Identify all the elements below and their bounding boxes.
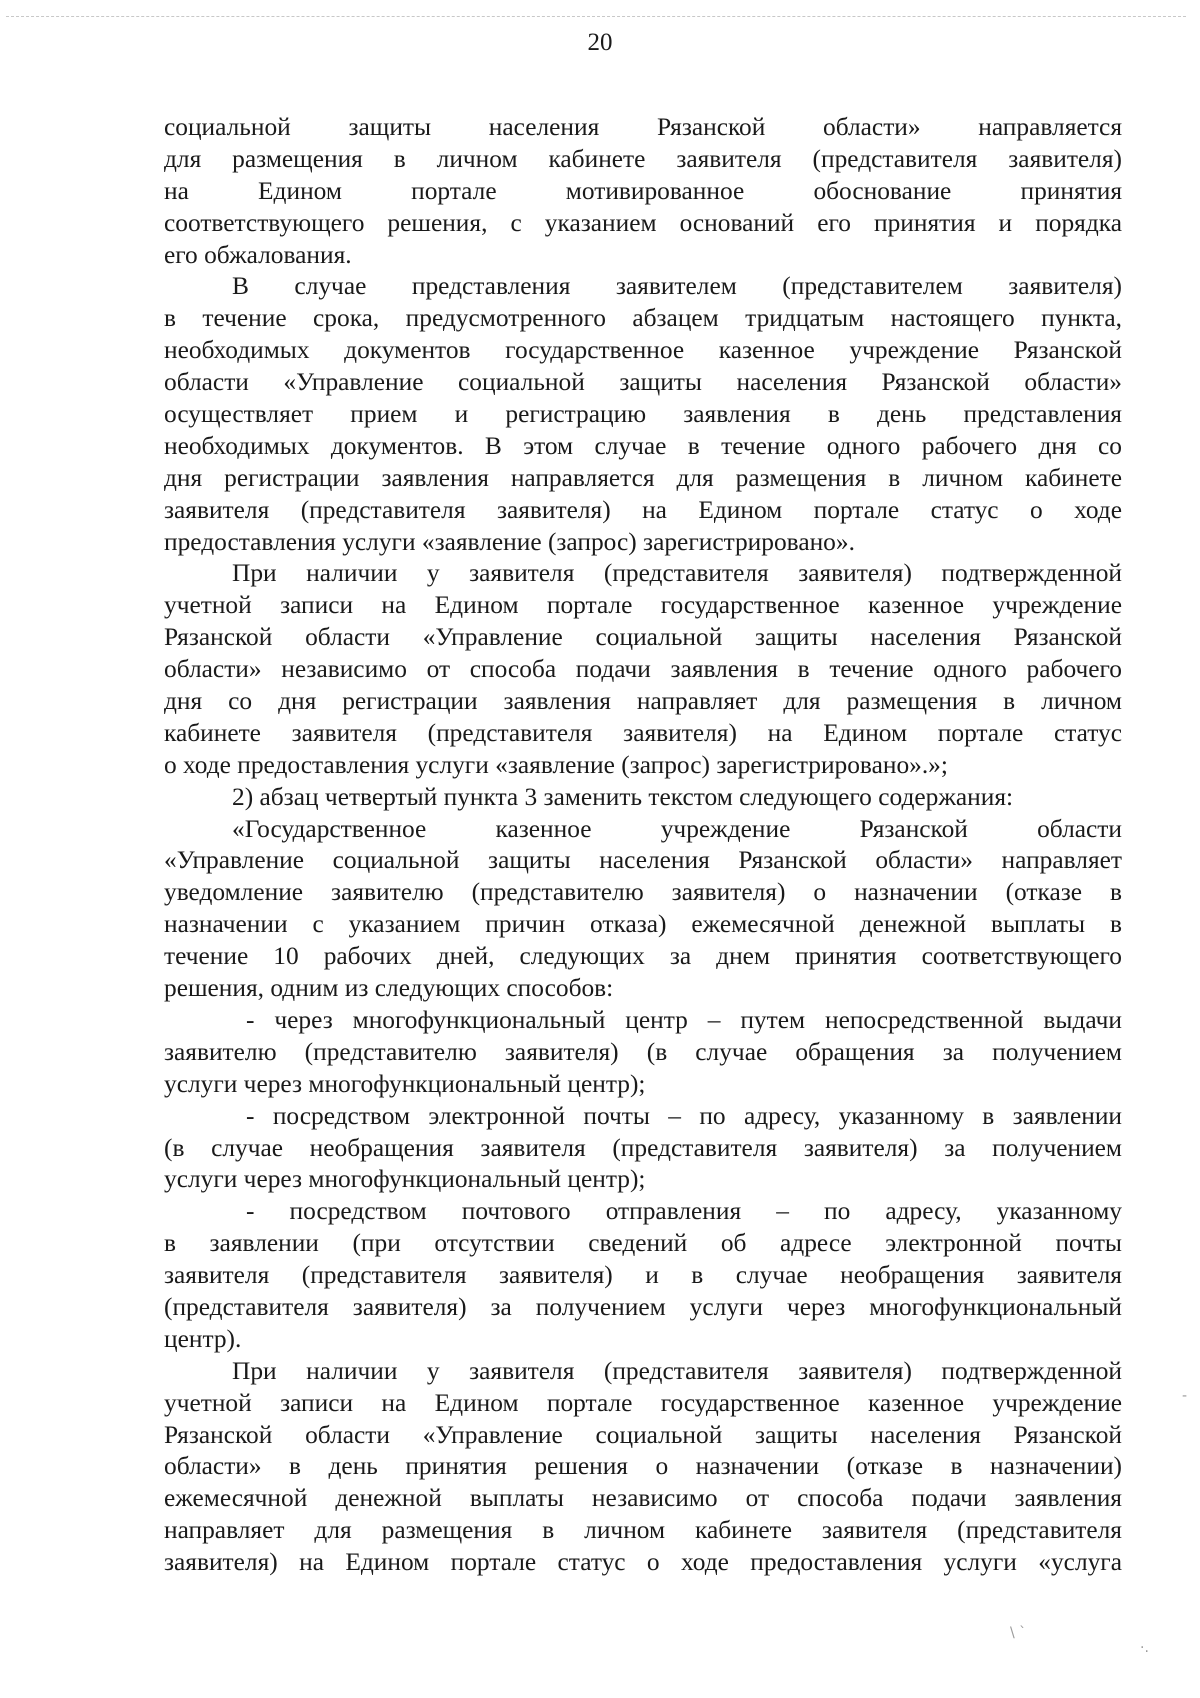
scan-speck: ·. (1140, 1640, 1149, 1656)
text-line: направляет для размещения в личном кабинете заявителя (представителя (164, 1516, 1122, 1545)
text-line: - посредством электронной почты – по адресу, указанному в заявлении (246, 1101, 1122, 1130)
text-line: Рязанской области «Управление социальной защиты населения Рязанской (164, 623, 1122, 652)
text-line: учетной записи на Едином портале государственное казенное учреждение (164, 591, 1122, 620)
text-line: на Едином портале мотивированное обоснование принятия (164, 176, 1122, 205)
text-line: его обжалования. (164, 240, 352, 269)
text-line: дня со дня регистрации заявления направляет для размещения в личном (164, 687, 1122, 716)
text-line: кабинете заявителя (представителя заявителя) на Едином портале статус (164, 718, 1122, 747)
text-line: заявителя) на Едином портале статус о ходе предоставления услуги «услуга (164, 1548, 1122, 1577)
text-line: области» в день принятия решения о назначении (отказе в назначении) (164, 1452, 1122, 1481)
text-line: осуществляет прием и регистрацию заявления в день представления (164, 400, 1122, 429)
text-line: услуги через многофункциональный центр); (164, 1165, 646, 1194)
text-line: «Государственное казенное учреждение Рязанской области (232, 814, 1122, 843)
text-line: заявителя (представителя заявителя) и в случае необращения заявителя (164, 1261, 1122, 1290)
text-line: (в случае необращения заявителя (представителя заявителя) за получением (164, 1133, 1122, 1162)
text-line: учетной записи на Едином портале государственное казенное учреждение (164, 1388, 1122, 1417)
text-line: необходимых документов государственное казенное учреждение Рязанской (164, 336, 1122, 365)
text-line: - посредством почтового отправления – по адресу, указанному (246, 1197, 1122, 1226)
text-line: центр). (164, 1324, 242, 1353)
text-line: соответствующего решения, с указанием оснований его принятия и порядка (164, 208, 1122, 237)
text-line: ежемесячной денежной выплаты независимо от способа подачи заявления (164, 1484, 1122, 1513)
text-line: «Управление социальной защиты населения Рязанской области» направляет (164, 846, 1122, 875)
document-body (164, 112, 1122, 1579)
page-number: 20 (587, 29, 613, 56)
text-line: - через многофункциональный центр – путем непосредственной выдачи (246, 1005, 1122, 1034)
text-line: о ходе предоставления услуги «заявление (запрос) зарегистрировано».»; (164, 750, 948, 779)
text-line: социальной защиты населения Рязанской области» направляется (164, 113, 1122, 141)
text-line: в течение срока, предусмотренного абзацем тридцатым настоящего пункта, (164, 304, 1122, 333)
scan-speck: - (1182, 1388, 1188, 1404)
text-line: (представителя заявителя) за получением услуги через многофункциональный (164, 1292, 1122, 1321)
scan-edge-line (6, 16, 1186, 17)
text-line: уведомление заявителю (представителю заявителя) о назначении (отказе в (164, 878, 1122, 907)
text-line: в заявлении (при отсутствии сведений об адресе электронной почты (164, 1229, 1122, 1258)
text-line: предоставления услуги «заявление (запрос) зарегистрировано». (164, 527, 855, 556)
text-line: заявителю (представителю заявителя) (в случае обращения за получением (164, 1037, 1122, 1066)
text-line: течение 10 рабочих дней, следующих за днем принятия соответствующего (164, 942, 1122, 971)
text-line: назначении с указанием причин отказа) ежемесячной денежной выплаты в (164, 910, 1122, 939)
text-line: услуги через многофункциональный центр); (164, 1069, 646, 1098)
text-line: заявителя (представителя заявителя) на Едином портале статус о ходе (164, 495, 1122, 524)
text-line: области «Управление социальной защиты населения Рязанской области» (164, 368, 1122, 397)
scan-speck: \ ˋ (1010, 1625, 1027, 1641)
text-line: для размещения в личном кабинете заявителя (представителя заявителя) (164, 144, 1122, 173)
text-line: При наличии у заявителя (представителя заявителя) подтвержденной (232, 1356, 1122, 1385)
text-line: области» независимо от способа подачи заявления в течение одного рабочего (164, 655, 1122, 684)
text-line: необходимых документов. В этом случае в течение одного рабочего дня со (164, 431, 1122, 460)
text-line: Рязанской области «Управление социальной защиты населения Рязанской (164, 1420, 1122, 1449)
text-line: решения, одним из следующих способов: (164, 974, 614, 1003)
text-line: дня регистрации заявления направляется для размещения в личном кабинете (164, 463, 1122, 492)
text-line: 2) абзац четвертый пункта 3 заменить текстом следующего содержания: (232, 782, 1014, 811)
text-line: В случае представления заявителем (представителем заявителя) (232, 272, 1122, 301)
text-line: При наличии у заявителя (представителя заявителя) подтвержденной (232, 559, 1122, 588)
